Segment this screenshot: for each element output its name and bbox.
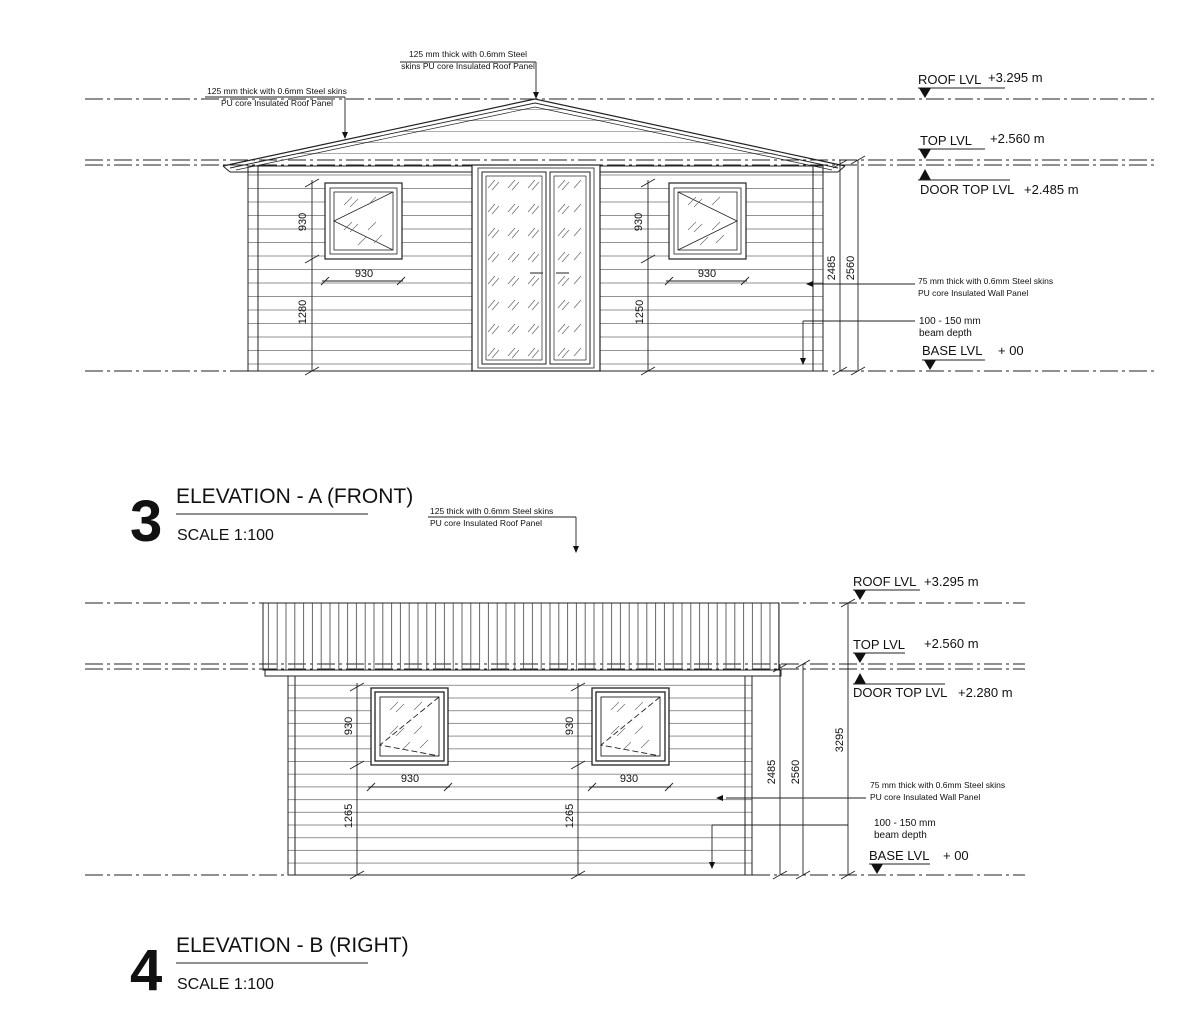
door-top-level-label-b: DOOR TOP LVL — [853, 685, 948, 700]
left-window-a — [325, 183, 402, 259]
drawing-scale-b: SCALE 1:100 — [177, 976, 274, 993]
elevation-b — [85, 506, 1025, 1003]
dim-left-window-width-a: 930 — [354, 268, 374, 280]
gable-roof-a — [223, 99, 845, 172]
right-window-a — [669, 183, 746, 259]
beam-note-a-line1: 100 - 150 mm — [919, 316, 981, 327]
roof-level-value-b: +3.295 m — [924, 574, 979, 589]
door-top-level-label-a: DOOR TOP LVL — [920, 182, 1015, 197]
dim-2485-b: 2485 — [766, 759, 778, 785]
dim-right-window-width-b: 930 — [619, 773, 639, 785]
base-level-value-a: + 00 — [998, 343, 1024, 358]
wall-panel-note-a-line1: 75 mm thick with 0.6mm Steel skins — [918, 276, 1054, 286]
base-level-label-b: BASE LVL — [869, 848, 930, 863]
dim-3295-b: 3295 — [834, 727, 846, 753]
wall-panel-note-b-line1: 75 mm thick with 0.6mm Steel skins — [870, 780, 1006, 790]
dim-right-window-height-a: 930 — [633, 212, 645, 232]
ribbed-roof-b — [263, 603, 781, 676]
top-level-value-b: +2.560 m — [924, 636, 979, 651]
roof-level-label-b: ROOF LVL — [853, 574, 917, 589]
dim-left-sill-height-a: 1280 — [297, 299, 309, 325]
base-level-label-a: BASE LVL — [922, 343, 983, 358]
dim-right-sill-height-b: 1265 — [564, 803, 576, 829]
dim-total-height-a: 2560 — [845, 255, 857, 281]
roof-panel-note-b-line1: 125 thick with 0.6mm Steel skins — [430, 506, 554, 516]
roof-panel-note-top-a-line1: 125 mm thick with 0.6mm Steel — [408, 49, 528, 59]
roof-panel-note-left-a-line1: 125 mm thick with 0.6mm Steel skins — [207, 86, 347, 96]
base-level-value-b: + 00 — [943, 848, 969, 863]
dim-left-window-width-b: 930 — [400, 773, 420, 785]
left-window-b — [371, 688, 448, 765]
double-glazed-door-a — [472, 165, 600, 371]
roof-panel-note-b-line2: PU core Insulated Roof Panel — [430, 518, 542, 528]
drawing-number-a: 3 — [130, 489, 163, 554]
elevation-a — [85, 49, 1155, 554]
door-top-level-value-b: +2.280 m — [958, 685, 1013, 700]
roof-panel-note-left-a-line2: PU core Insulated Roof Panel — [221, 98, 333, 108]
dim-door-height-a: 2485 — [826, 255, 838, 281]
dim-left-window-height-b: 930 — [343, 716, 355, 736]
wall-b — [288, 676, 752, 875]
top-level-label-b: TOP LVL — [853, 637, 906, 652]
dim-left-sill-height-b: 1265 — [343, 803, 355, 829]
roof-level-label-a: ROOF LVL — [918, 72, 982, 87]
roof-level-value-a: +3.295 m — [988, 70, 1043, 85]
door-top-level-value-a: +2.485 m — [1024, 182, 1079, 197]
beam-note-a-line2: beam depth — [919, 328, 972, 339]
top-level-label-a: TOP LVL — [920, 133, 973, 148]
beam-note-b-line2: beam depth — [874, 830, 927, 841]
drawing-number-b: 4 — [130, 938, 163, 1003]
beam-note-b-line1: 100 - 150 mm — [874, 818, 936, 829]
wall-panel-note-a-line2: PU core Insulated Wall Panel — [918, 288, 1029, 298]
dim-right-window-height-b: 930 — [564, 716, 576, 736]
drawing-scale-a: SCALE 1:100 — [177, 527, 274, 544]
right-window-b — [592, 688, 669, 765]
roof-panel-note-top-a-line2: skins PU core Insulated Roof Panel — [401, 61, 535, 71]
dim-2560-b: 2560 — [790, 759, 802, 785]
drawing-title-b: ELEVATION - B (RIGHT) — [176, 934, 409, 957]
dim-left-window-height-a: 930 — [297, 212, 309, 232]
top-level-value-a: +2.560 m — [990, 131, 1045, 146]
dim-right-window-width-a: 930 — [697, 268, 717, 280]
wall-panel-note-b-line2: PU core Insulated Wall Panel — [870, 792, 981, 802]
dim-right-sill-height-a: 1250 — [634, 299, 646, 325]
drawing-title-a: ELEVATION - A (FRONT) — [176, 485, 414, 508]
